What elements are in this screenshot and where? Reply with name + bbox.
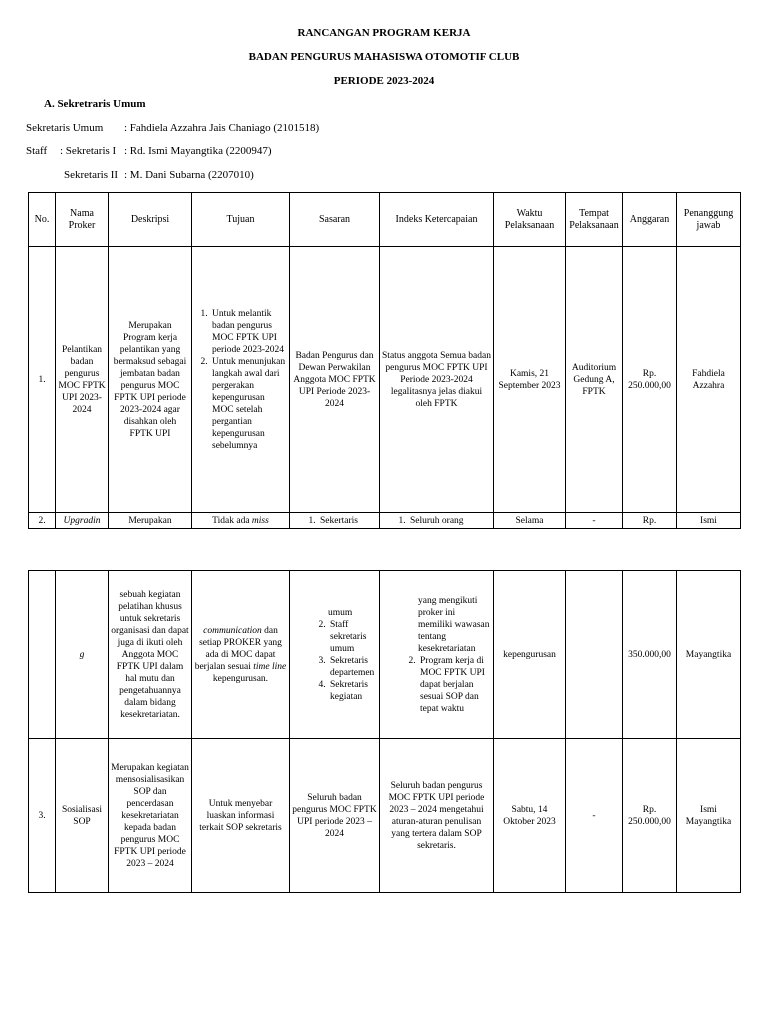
- sasaran-4: 4. Sekretaris kegiatan: [328, 679, 377, 703]
- row1-pj: Fahdiela Azzahra: [677, 247, 741, 513]
- row1-tujuan-2: 2. Untuk menunjukan langkah awal dari pergerakan kepengurusan MOC setelah pergantian kepengurusan sebelumnya: [210, 356, 287, 452]
- row2-anggaran-top: Rp.: [623, 513, 677, 529]
- row1-no: 1.: [29, 247, 56, 513]
- col-tempat: Tempat Pelaksanaan: [566, 193, 623, 247]
- col-anggaran: Anggaran: [623, 193, 677, 247]
- row2-sasaran-bottom: umum 2. Staff sekretaris umum 3. Sekretaris departemen 4. Sekretaris kegiatan: [290, 571, 380, 739]
- row3-pj: Ismi Mayangtika: [677, 739, 741, 893]
- row2-no-cont: [29, 571, 56, 739]
- row2-waktu-top: Selama: [494, 513, 566, 529]
- row1-tujuan: [192, 247, 290, 513]
- sekum-label: Sekretaris Umum: [26, 122, 104, 134]
- table-row: [29, 247, 741, 513]
- row2-tujuan-top: Tidak ada miss: [192, 513, 290, 529]
- row2-deskripsi-top: Merupakan: [109, 513, 192, 529]
- table-header-row: [29, 193, 741, 247]
- row2-deskripsi-bottom: sebuah kegiatan pelatihan khusus untuk sekretaris organisasi dan dapat juga di ikuti oleh Anggota MOC FPTK UPI dalam hal mutu dan pengetahuannya dalam bidang kesekretariatan.: [109, 571, 192, 739]
- period-title: PERIODE 2023-2024: [333, 75, 435, 87]
- row2-sasaran-top: 1. Sekertaris: [290, 513, 380, 529]
- row3-sasaran: Seluruh badan pengurus MOC FPTK UPI periode 2023 – 2024: [290, 739, 380, 893]
- doc-title: RANCANGAN PROGRAM KERJA: [297, 27, 471, 39]
- col-tujuan: Tujuan: [192, 193, 290, 247]
- row3-deskripsi: Merupakan kegiatan mensosialisasikan SOP dan pencerdasan kesekretariatan kepada badan pengurus MOC FPTK UPI periode 2023 – 2024: [109, 739, 192, 893]
- col-penanggung-jawab: Penanggung jawab: [677, 193, 741, 247]
- table-row: [29, 513, 741, 529]
- col-waktu: Waktu Pelaksanaan: [494, 193, 566, 247]
- row1-nama: Pelantikan badan pengurus MOC FPTK UPI 2023-2024: [56, 247, 109, 513]
- col-indeks: Indeks Ketercapaian: [380, 193, 494, 247]
- staff-label: Staff: [26, 145, 48, 157]
- sekretaris-1-label: : Sekretaris I: [60, 145, 117, 157]
- row2-tempat-bottom: [566, 571, 623, 739]
- row1-deskripsi: Merupakan Program kerja pelantikan yang bermaksud sebagai jembatan badan pengurus MOC FPTK UPI periode 2023-2024 agar disahkan oleh FPTK UPI: [109, 247, 192, 513]
- row3-indeks: Seluruh badan pengurus MOC FPTK UPI periode 2023 – 2024 mengetahui aturan-aturan penulisan yang tertera dalam SOP sekretaris.: [380, 739, 494, 893]
- row3-tujuan: Untuk menyebar luaskan informasi terkait SOP sekretaris: [192, 739, 290, 893]
- row1-sasaran: Badan Pengurus dan Dewan Perwakilan Anggota MOC FPTK UPI Periode 2023-2024: [290, 247, 380, 513]
- row1-tempat: Auditorium Gedung A, FPTK: [566, 247, 623, 513]
- sekretaris-1-value: : Rd. Ismi Mayangtika (2200947): [124, 145, 272, 157]
- row1-waktu: Kamis, 21 September 2023: [494, 247, 566, 513]
- sekum-value: : Fahdiela Azzahra Jais Chaniago (2101518): [124, 122, 320, 134]
- row1-anggaran: Rp. 250.000,00: [623, 247, 677, 513]
- row2-nama-top: Upgradin: [56, 513, 109, 529]
- row2-waktu-bottom: kepengurusan: [494, 571, 566, 739]
- org-title: BADAN PENGURUS MAHASISWA OTOMOTIF CLUB: [248, 51, 520, 63]
- row2-indeks-top: 1. Seluruh orang: [380, 513, 494, 529]
- sekretaris-2-label: Sekretaris II: [64, 169, 119, 181]
- row1-tujuan-1: 1. Untuk melantik badan pengurus MOC FPTK UPI periode 2023-2024: [210, 308, 287, 356]
- row3-waktu: Sabtu, 14 Oktober 2023: [494, 739, 566, 893]
- section-heading: A. Sekretraris Umum: [44, 98, 146, 110]
- row2-tempat-top: -: [566, 513, 623, 529]
- row1-indeks: Status anggota Semua badan pengurus MOC FPTK UPI Periode 2023-2024 legalitasnya jelas diakui oleh FPTK: [380, 247, 494, 513]
- sasaran-2: 2. Staff sekretaris umum: [328, 619, 377, 655]
- row2-no: 2.: [29, 513, 56, 529]
- row3-anggaran: Rp. 250.000,00: [623, 739, 677, 893]
- row2-anggaran-bottom: 350.000,00: [623, 571, 677, 739]
- row2-indeks-bottom: yang mengikuti proker ini memiliki wawasan tentang kesekretariatan 2. Program kerja di MOC FPTK UPI dapat berjalan sesuai SOP dan tepat waktu: [380, 571, 494, 739]
- row2-pj-top: Ismi: [677, 513, 741, 529]
- row2-nama-bottom: g: [56, 571, 109, 739]
- row2-pj-bottom: Mayangtika: [677, 571, 741, 739]
- col-nama-proker: Nama Proker: [56, 193, 109, 247]
- table-row: [29, 739, 741, 893]
- col-no: No.: [29, 193, 56, 247]
- table-row: [29, 571, 741, 739]
- row2-tujuan-bottom: communication dan setiap PROKER yang ada di MOC dapat berjalan sesuai time line kepengurusan.: [192, 571, 290, 739]
- col-deskripsi: Deskripsi: [109, 193, 192, 247]
- sekretaris-2-value: : M. Dani Subarna (2207010): [124, 169, 254, 181]
- col-sasaran: Sasaran: [290, 193, 380, 247]
- row3-no: 3.: [29, 739, 56, 893]
- indeks-2: 2. Program kerja di MOC FPTK UPI dapat berjalan sesuai SOP dan tepat waktu: [418, 655, 491, 715]
- row3-nama: Sosialisasi SOP: [56, 739, 109, 893]
- program-table-page1: [28, 192, 741, 529]
- row3-tempat: -: [566, 739, 623, 893]
- sasaran-3: 3. Sekretaris departemen: [328, 655, 377, 679]
- program-table-page2: [28, 570, 741, 893]
